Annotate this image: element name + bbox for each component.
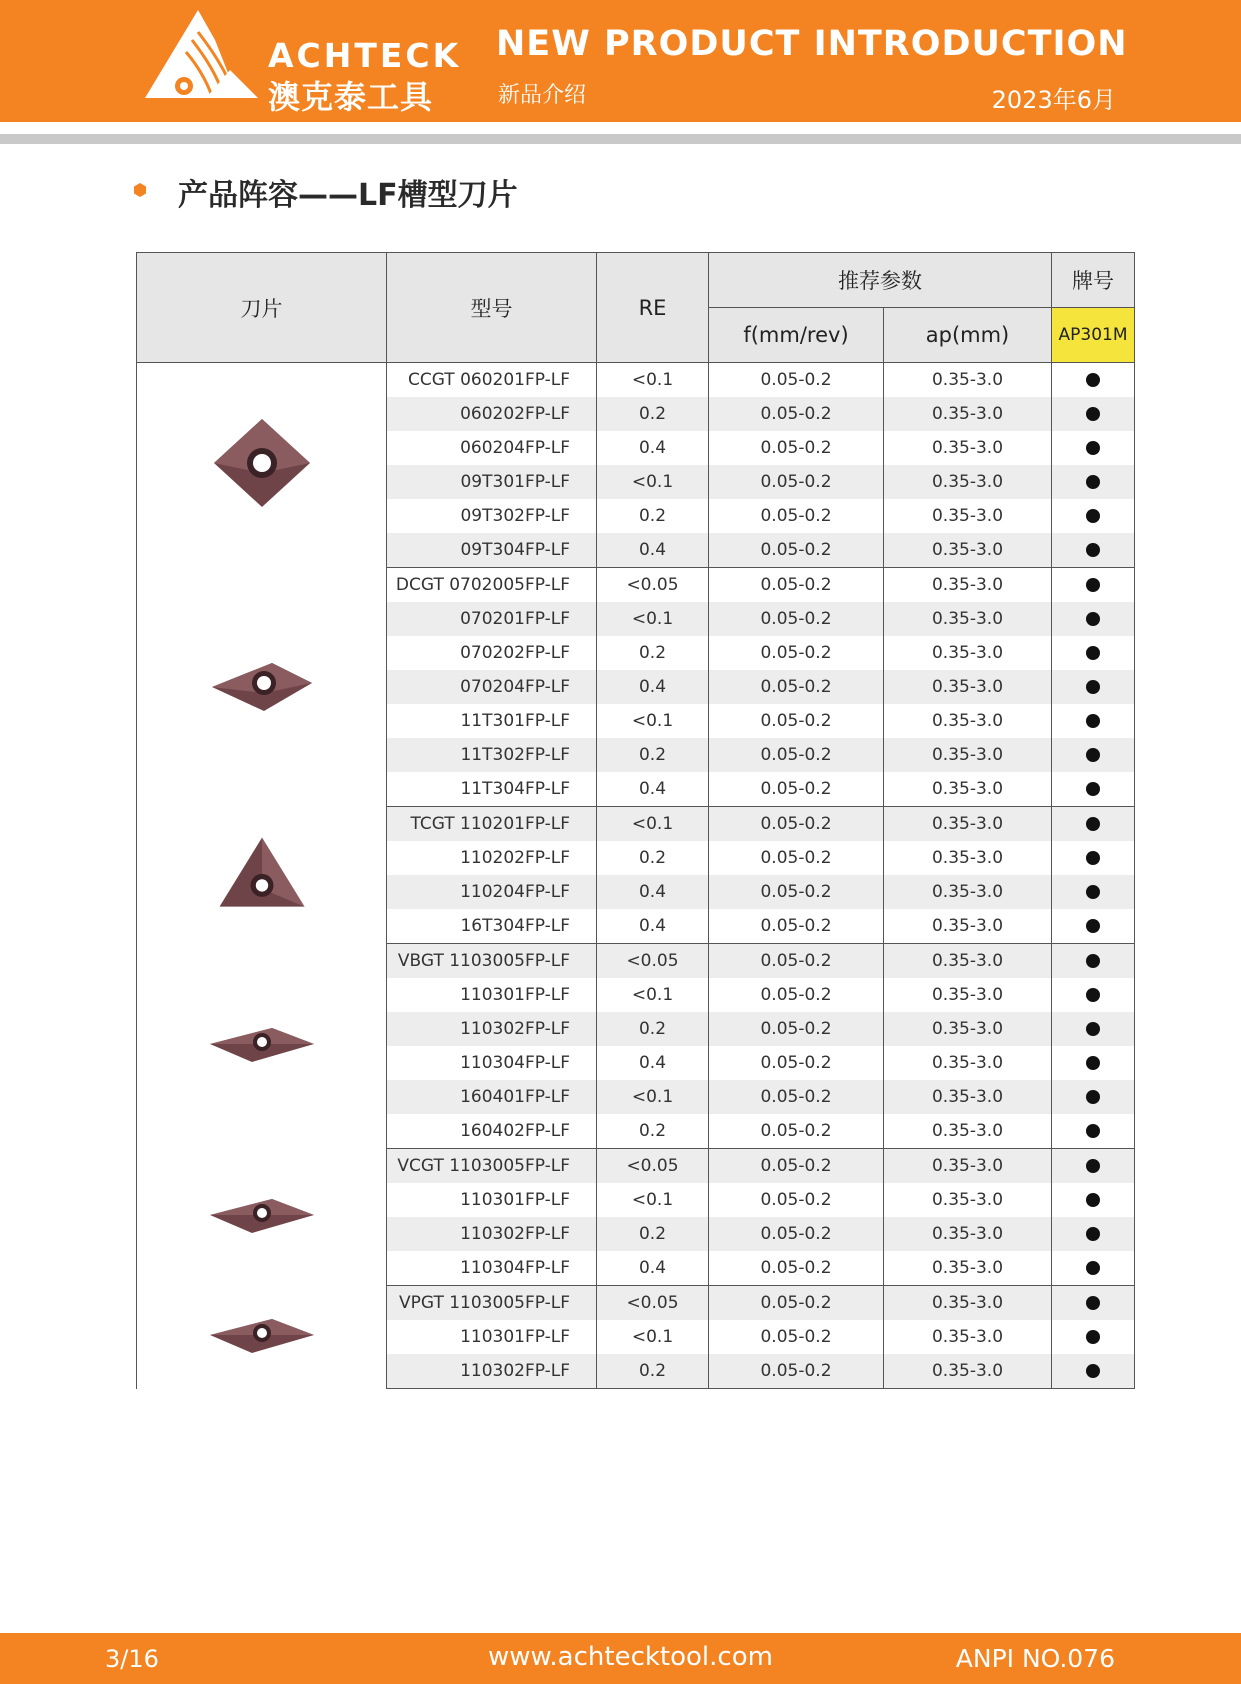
ap-cell: 0.35-3.0 bbox=[884, 1012, 1052, 1046]
availability-dot-icon bbox=[1086, 851, 1100, 865]
ap-cell: 0.35-3.0 bbox=[884, 431, 1052, 465]
availability-dot-icon bbox=[1086, 714, 1100, 728]
f-cell: 0.05-0.2 bbox=[709, 636, 884, 670]
ap-cell: 0.35-3.0 bbox=[884, 978, 1052, 1012]
brand-cell bbox=[1052, 1320, 1135, 1354]
page-subtitle: 新品介绍 bbox=[498, 83, 587, 108]
availability-dot-icon bbox=[1086, 988, 1100, 1002]
availability-dot-icon bbox=[1086, 1261, 1100, 1275]
table-row bbox=[137, 944, 1135, 979]
re-cell: <0.1 bbox=[597, 807, 709, 842]
cutting-insert-icon bbox=[208, 1022, 316, 1066]
cutting-insert-icon bbox=[210, 415, 314, 511]
model-cell: VPGT 1103005FP-LF bbox=[387, 1286, 597, 1321]
header-recommended: 推荐参数 bbox=[709, 253, 1052, 308]
model-cell: 110301FP-LF bbox=[460, 985, 570, 1005]
availability-dot-icon bbox=[1086, 1227, 1100, 1241]
brand-cell bbox=[1052, 397, 1135, 431]
brand-cell bbox=[1052, 1046, 1135, 1080]
header-brand: 牌号 bbox=[1052, 253, 1135, 308]
model-cell: 110301FP-LF bbox=[460, 1327, 570, 1347]
header-brand-code: AP301M bbox=[1052, 308, 1135, 363]
brand-cell bbox=[1052, 1114, 1135, 1149]
brand-cell bbox=[1052, 499, 1135, 533]
website-url: www.achtecktool.com bbox=[488, 1642, 773, 1672]
f-cell: 0.05-0.2 bbox=[709, 807, 884, 842]
f-cell: 0.05-0.2 bbox=[709, 1320, 884, 1354]
ap-cell: 0.35-3.0 bbox=[884, 533, 1052, 568]
f-cell: 0.05-0.2 bbox=[709, 1080, 884, 1114]
re-cell: <0.1 bbox=[597, 1080, 709, 1114]
re-cell: 0.4 bbox=[597, 533, 709, 568]
f-cell: 0.05-0.2 bbox=[709, 772, 884, 807]
f-cell: 0.05-0.2 bbox=[709, 978, 884, 1012]
model-cell: 09T301FP-LF bbox=[387, 465, 597, 499]
availability-dot-icon bbox=[1086, 919, 1100, 933]
brand-cell bbox=[1052, 602, 1135, 636]
table-row bbox=[137, 807, 1135, 842]
insert-image-cell bbox=[137, 807, 387, 944]
model-cell: 070204FP-LF bbox=[387, 670, 597, 704]
re-cell: 0.4 bbox=[597, 772, 709, 807]
f-cell: 0.05-0.2 bbox=[709, 1251, 884, 1286]
availability-dot-icon bbox=[1086, 1022, 1100, 1036]
re-cell: 0.2 bbox=[597, 1354, 709, 1389]
f-cell: 0.05-0.2 bbox=[709, 909, 884, 944]
header-re: RE bbox=[597, 253, 709, 363]
ap-cell: 0.35-3.0 bbox=[884, 1320, 1052, 1354]
model-cell: 16T304FP-LF bbox=[387, 909, 597, 944]
model-cell: 110302FP-LF bbox=[387, 1354, 597, 1389]
re-cell: <0.05 bbox=[597, 568, 709, 603]
availability-dot-icon bbox=[1086, 1124, 1100, 1138]
ap-cell: 0.35-3.0 bbox=[884, 738, 1052, 772]
f-cell: 0.05-0.2 bbox=[709, 465, 884, 499]
availability-dot-icon bbox=[1086, 1159, 1100, 1173]
footer-bar bbox=[0, 1633, 1241, 1684]
re-cell: 0.4 bbox=[597, 1046, 709, 1080]
hexagon-bullet-icon bbox=[134, 183, 146, 197]
model-cell: 110302FP-LF bbox=[387, 1217, 597, 1251]
brand-cell bbox=[1052, 1080, 1135, 1114]
brand-cell bbox=[1052, 944, 1135, 979]
ap-cell: 0.35-3.0 bbox=[884, 704, 1052, 738]
issue-date: 2023年6月 bbox=[991, 86, 1116, 114]
availability-dot-icon bbox=[1086, 612, 1100, 626]
model-cell: 09T302FP-LF bbox=[460, 506, 570, 526]
header-ap: ap(mm) bbox=[884, 308, 1052, 363]
model-cell: 11T302FP-LF bbox=[387, 738, 597, 772]
model-cell: 11T304FP-LF bbox=[387, 772, 597, 807]
availability-dot-icon bbox=[1086, 509, 1100, 523]
model-cell: 070202FP-LF bbox=[460, 643, 570, 663]
re-cell: 0.2 bbox=[597, 738, 709, 772]
ap-cell: 0.35-3.0 bbox=[884, 670, 1052, 704]
re-cell: <0.1 bbox=[597, 465, 709, 499]
re-cell: 0.2 bbox=[597, 1114, 709, 1149]
re-cell: 0.4 bbox=[597, 875, 709, 909]
availability-dot-icon bbox=[1086, 1364, 1100, 1378]
model-cell: 060204FP-LF bbox=[460, 438, 570, 458]
f-cell: 0.05-0.2 bbox=[709, 670, 884, 704]
model-cell: 110302FP-LF bbox=[387, 1012, 597, 1046]
model-cell: 110202FP-LF bbox=[460, 848, 570, 868]
brand-cell bbox=[1052, 1012, 1135, 1046]
table-row bbox=[137, 1286, 1135, 1321]
section-title: 产品阵容——LF槽型刀片 bbox=[178, 178, 518, 213]
f-cell: 0.05-0.2 bbox=[709, 1217, 884, 1251]
page-title: NEW PRODUCT INTRODUCTION bbox=[496, 24, 1128, 64]
table-row bbox=[137, 363, 1135, 398]
cutting-insert-icon bbox=[216, 835, 308, 911]
brand-cell bbox=[1052, 1149, 1135, 1184]
model-cell: 09T304FP-LF bbox=[387, 533, 597, 568]
f-cell: 0.05-0.2 bbox=[709, 1354, 884, 1389]
re-cell: <0.1 bbox=[597, 704, 709, 738]
f-cell: 0.05-0.2 bbox=[709, 1046, 884, 1080]
f-cell: 0.05-0.2 bbox=[709, 363, 884, 398]
f-cell: 0.05-0.2 bbox=[709, 1114, 884, 1149]
f-cell: 0.05-0.2 bbox=[709, 568, 884, 603]
f-cell: 0.05-0.2 bbox=[709, 431, 884, 465]
f-cell: 0.05-0.2 bbox=[709, 1286, 884, 1321]
header-bar bbox=[0, 0, 1241, 122]
ap-cell: 0.35-3.0 bbox=[884, 875, 1052, 909]
insert-image-cell bbox=[137, 1149, 387, 1286]
re-cell: <0.1 bbox=[597, 978, 709, 1012]
brand-cell bbox=[1052, 670, 1135, 704]
brand-cell bbox=[1052, 738, 1135, 772]
ap-cell: 0.35-3.0 bbox=[884, 1251, 1052, 1286]
availability-dot-icon bbox=[1086, 578, 1100, 592]
availability-dot-icon bbox=[1086, 543, 1100, 557]
insert-image-cell bbox=[137, 568, 387, 807]
ap-cell: 0.35-3.0 bbox=[884, 841, 1052, 875]
brand-cell bbox=[1052, 807, 1135, 842]
re-cell: <0.1 bbox=[597, 363, 709, 398]
model-cell: VBGT 1103005FP-LF bbox=[387, 944, 597, 979]
f-cell: 0.05-0.2 bbox=[709, 841, 884, 875]
ap-cell: 0.35-3.0 bbox=[884, 363, 1052, 398]
model-cell: 160401FP-LF bbox=[387, 1080, 597, 1114]
brand-cell bbox=[1052, 431, 1135, 465]
table-row bbox=[137, 1149, 1135, 1184]
availability-dot-icon bbox=[1086, 646, 1100, 660]
ap-cell: 0.35-3.0 bbox=[884, 909, 1052, 944]
f-cell: 0.05-0.2 bbox=[709, 704, 884, 738]
ap-cell: 0.35-3.0 bbox=[884, 1217, 1052, 1251]
ap-cell: 0.35-3.0 bbox=[884, 1046, 1052, 1080]
header-model: 型号 bbox=[387, 253, 597, 363]
model-cell: 110301FP-LF bbox=[460, 1190, 570, 1210]
brand-cell bbox=[1052, 568, 1135, 603]
table-row bbox=[137, 568, 1135, 603]
ap-cell: 0.35-3.0 bbox=[884, 397, 1052, 431]
brand-cell bbox=[1052, 1183, 1135, 1217]
f-cell: 0.05-0.2 bbox=[709, 602, 884, 636]
model-cell: TCGT 110201FP-LF bbox=[387, 807, 597, 842]
brand-cell bbox=[1052, 636, 1135, 670]
ap-cell: 0.35-3.0 bbox=[884, 944, 1052, 979]
cutting-insert-icon bbox=[210, 653, 314, 717]
model-cell: CCGT 060201FP-LF bbox=[407, 370, 570, 390]
brand-cell bbox=[1052, 1354, 1135, 1389]
product-table bbox=[136, 252, 1135, 1389]
availability-dot-icon bbox=[1086, 441, 1100, 455]
re-cell: <0.1 bbox=[597, 1320, 709, 1354]
f-cell: 0.05-0.2 bbox=[709, 738, 884, 772]
model-cell: 11T301FP-LF bbox=[460, 711, 570, 731]
f-cell: 0.05-0.2 bbox=[709, 1149, 884, 1184]
f-cell: 0.05-0.2 bbox=[709, 1183, 884, 1217]
ap-cell: 0.35-3.0 bbox=[884, 1114, 1052, 1149]
f-cell: 0.05-0.2 bbox=[709, 875, 884, 909]
brand-cell bbox=[1052, 704, 1135, 738]
header-divider bbox=[0, 134, 1241, 144]
header-f: f(mm/rev) bbox=[709, 308, 884, 363]
anpi-number: ANPI NO.076 bbox=[955, 1644, 1115, 1673]
f-cell: 0.05-0.2 bbox=[709, 397, 884, 431]
brand-cell bbox=[1052, 909, 1135, 944]
brand-cell bbox=[1052, 875, 1135, 909]
re-cell: <0.1 bbox=[597, 602, 709, 636]
ap-cell: 0.35-3.0 bbox=[884, 602, 1052, 636]
brand-cell bbox=[1052, 772, 1135, 807]
re-cell: 0.4 bbox=[597, 909, 709, 944]
ap-cell: 0.35-3.0 bbox=[884, 1354, 1052, 1389]
ap-cell: 0.35-3.0 bbox=[884, 465, 1052, 499]
model-cell: VCGT 1103005FP-LF bbox=[387, 1149, 597, 1184]
logo-text-cn: 澳克泰工具 bbox=[268, 78, 434, 116]
brand-cell bbox=[1052, 533, 1135, 568]
brand-cell bbox=[1052, 1251, 1135, 1286]
brand-cell bbox=[1052, 978, 1135, 1012]
brand-cell bbox=[1052, 1286, 1135, 1321]
logo-text-en: ACHTECK bbox=[268, 36, 462, 75]
re-cell: 0.4 bbox=[597, 431, 709, 465]
re-cell: 0.2 bbox=[597, 841, 709, 875]
re-cell: 0.2 bbox=[597, 1217, 709, 1251]
ap-cell: 0.35-3.0 bbox=[884, 1080, 1052, 1114]
availability-dot-icon bbox=[1086, 1193, 1100, 1207]
model-cell: DCGT 0702005FP-LF bbox=[395, 575, 570, 595]
cutting-insert-icon bbox=[208, 1313, 316, 1357]
model-cell: 110304FP-LF bbox=[387, 1251, 597, 1286]
brand-cell bbox=[1052, 465, 1135, 499]
availability-dot-icon bbox=[1086, 1296, 1100, 1310]
f-cell: 0.05-0.2 bbox=[709, 1012, 884, 1046]
brand-cell bbox=[1052, 841, 1135, 875]
f-cell: 0.05-0.2 bbox=[709, 533, 884, 568]
re-cell: 0.2 bbox=[597, 397, 709, 431]
f-cell: 0.05-0.2 bbox=[709, 944, 884, 979]
model-cell: 070201FP-LF bbox=[387, 602, 597, 636]
availability-dot-icon bbox=[1086, 475, 1100, 489]
model-cell: 110204FP-LF bbox=[387, 875, 597, 909]
brand-cell bbox=[1052, 363, 1135, 398]
re-cell: 0.2 bbox=[597, 499, 709, 533]
model-cell: 060202FP-LF bbox=[387, 397, 597, 431]
insert-image-cell bbox=[137, 944, 387, 1149]
ap-cell: 0.35-3.0 bbox=[884, 499, 1052, 533]
re-cell: <0.05 bbox=[597, 1149, 709, 1184]
availability-dot-icon bbox=[1086, 748, 1100, 762]
ap-cell: 0.35-3.0 bbox=[884, 1149, 1052, 1184]
re-cell: 0.2 bbox=[597, 1012, 709, 1046]
availability-dot-icon bbox=[1086, 407, 1100, 421]
availability-dot-icon bbox=[1086, 1330, 1100, 1344]
availability-dot-icon bbox=[1086, 954, 1100, 968]
ap-cell: 0.35-3.0 bbox=[884, 807, 1052, 842]
ap-cell: 0.35-3.0 bbox=[884, 636, 1052, 670]
availability-dot-icon bbox=[1086, 817, 1100, 831]
availability-dot-icon bbox=[1086, 782, 1100, 796]
model-cell: 160402FP-LF bbox=[387, 1114, 597, 1149]
re-cell: 0.2 bbox=[597, 636, 709, 670]
re-cell: <0.05 bbox=[597, 1286, 709, 1321]
model-cell: 110304FP-LF bbox=[460, 1053, 570, 1073]
ap-cell: 0.35-3.0 bbox=[884, 568, 1052, 603]
ap-cell: 0.35-3.0 bbox=[884, 1183, 1052, 1217]
availability-dot-icon bbox=[1086, 680, 1100, 694]
re-cell: <0.05 bbox=[597, 944, 709, 979]
availability-dot-icon bbox=[1086, 1090, 1100, 1104]
re-cell: <0.1 bbox=[597, 1183, 709, 1217]
insert-image-cell bbox=[137, 363, 387, 568]
f-cell: 0.05-0.2 bbox=[709, 499, 884, 533]
availability-dot-icon bbox=[1086, 885, 1100, 899]
ap-cell: 0.35-3.0 bbox=[884, 1286, 1052, 1321]
re-cell: 0.4 bbox=[597, 670, 709, 704]
brand-cell bbox=[1052, 1217, 1135, 1251]
insert-image-cell bbox=[137, 1286, 387, 1389]
page-number: 3/16 bbox=[105, 1645, 159, 1673]
availability-dot-icon bbox=[1086, 1056, 1100, 1070]
ap-cell: 0.35-3.0 bbox=[884, 772, 1052, 807]
cutting-insert-icon bbox=[208, 1193, 316, 1237]
header-blade: 刀片 bbox=[137, 253, 387, 363]
re-cell: 0.4 bbox=[597, 1251, 709, 1286]
availability-dot-icon bbox=[1086, 373, 1100, 387]
